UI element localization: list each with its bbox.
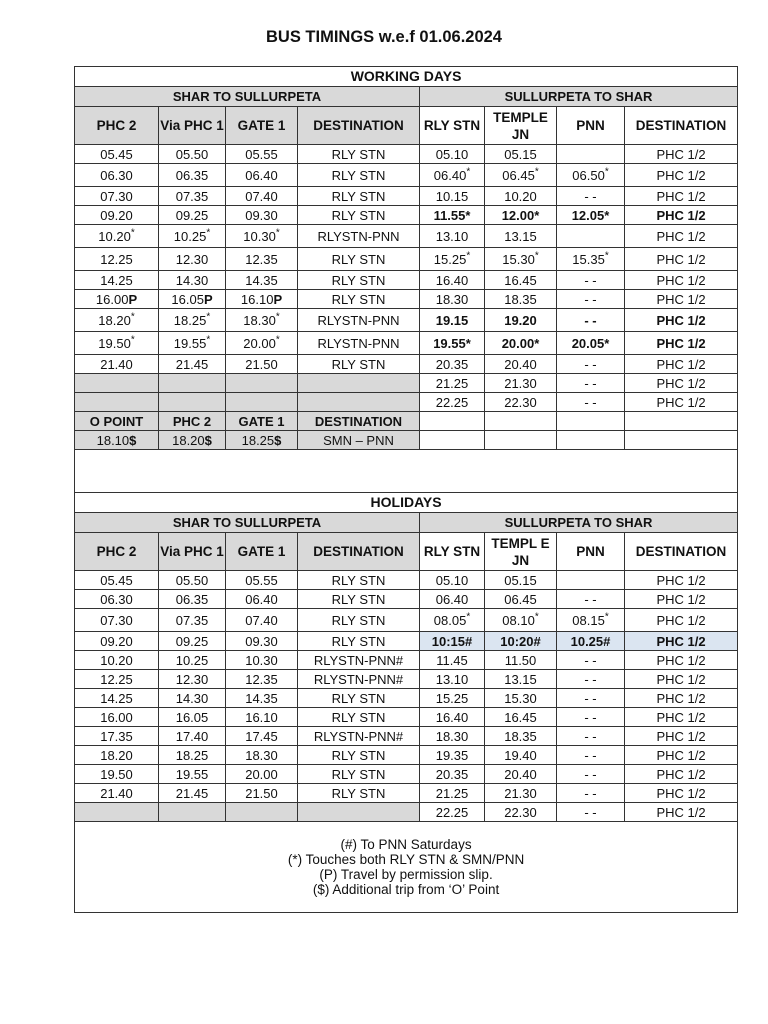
table-row <box>75 765 738 784</box>
table-cell: 18.25 <box>159 746 226 765</box>
table-cell: 18.35 <box>485 290 557 309</box>
table-cell: RLY STN <box>298 271 420 290</box>
working-right-group: SULLURPETA TO SHAR <box>420 87 738 107</box>
table-cell: 05.50 <box>159 145 226 164</box>
table-cell: 05.10 <box>420 145 485 164</box>
col-header: GATE 1 <box>226 412 298 431</box>
table-cell: 21.30 <box>485 374 557 393</box>
table-cell: 06.40* <box>420 164 485 187</box>
table-cell: 17.40 <box>159 727 226 746</box>
table-cell: RLY STN <box>298 290 420 309</box>
table-cell: 14.30 <box>159 271 226 290</box>
table-cell: 21.45 <box>159 784 226 803</box>
table-cell <box>298 374 420 393</box>
table-cell: PHC 1/2 <box>625 332 738 355</box>
table-cell: 09.20 <box>75 206 159 225</box>
table-cell: RLYSTN-PNN# <box>298 670 420 689</box>
col-header: DESTINATION <box>298 412 420 431</box>
table-cell: PHC 1/2 <box>625 590 738 609</box>
table-cell <box>159 393 226 412</box>
table-cell: RLY STN <box>298 765 420 784</box>
table-row <box>75 393 738 412</box>
table-cell: - - <box>557 765 625 784</box>
table-cell <box>226 803 298 822</box>
table-cell: 20.40 <box>485 355 557 374</box>
table-cell: 21.30 <box>485 784 557 803</box>
table-cell: RLY STN <box>298 187 420 206</box>
table-cell <box>159 374 226 393</box>
table-cell: - - <box>557 290 625 309</box>
table-cell: 19.15 <box>420 309 485 332</box>
table-row <box>75 784 738 803</box>
note-line: (*) Touches both RLY STN & SMN/PNN <box>287 852 525 867</box>
table-cell: 10.30* <box>226 225 298 248</box>
table-cell: 05.15 <box>485 571 557 590</box>
table-cell: - - <box>557 651 625 670</box>
table-cell: - - <box>557 670 625 689</box>
table-cell: 19.35 <box>420 746 485 765</box>
table-row <box>75 708 738 727</box>
table-cell: 07.35 <box>159 609 226 632</box>
table-cell: 21.25 <box>420 374 485 393</box>
note-line: (P) Travel by permission slip. <box>319 867 493 882</box>
table-cell: RLY STN <box>298 164 420 187</box>
table-cell: RLYSTN-PNN <box>298 225 420 248</box>
table-cell <box>557 571 625 590</box>
table-cell: 16.10P <box>226 290 298 309</box>
col-header: DESTINATION <box>625 533 738 571</box>
note-line: ($) Additional trip from ‘O’ Point <box>312 882 500 897</box>
table-cell: 15.30 <box>485 689 557 708</box>
table-cell: 13.15 <box>485 670 557 689</box>
table-cell: 16.10 <box>226 708 298 727</box>
table-cell: PHC 1/2 <box>625 393 738 412</box>
table-cell: - - <box>557 374 625 393</box>
table-cell: 11.45 <box>420 651 485 670</box>
table-cell: PHC 1/2 <box>625 708 738 727</box>
extra-trip-header-row <box>75 412 738 431</box>
table-row <box>75 609 738 632</box>
col-header: PNN <box>557 107 625 145</box>
working-left-group: SHAR TO SULLURPETA <box>75 87 420 107</box>
table-cell: 18.30 <box>420 727 485 746</box>
table-cell <box>159 803 226 822</box>
table-cell: 06.30 <box>75 590 159 609</box>
table-cell: 16.05P <box>159 290 226 309</box>
table-cell: 12.25 <box>75 670 159 689</box>
table-cell: 13.10 <box>420 670 485 689</box>
table-cell: 14.35 <box>226 271 298 290</box>
table-row <box>75 332 738 355</box>
column-header-row <box>75 107 738 145</box>
table-cell: 05.45 <box>75 571 159 590</box>
table-cell: 17.45 <box>226 727 298 746</box>
table-row <box>75 187 738 206</box>
col-header: O POINT <box>75 412 159 431</box>
table-row <box>75 651 738 670</box>
table-row <box>75 727 738 746</box>
table-cell: 06.40 <box>420 590 485 609</box>
table-cell: 15.35* <box>557 248 625 271</box>
table-cell: 07.40 <box>226 187 298 206</box>
spacer-row <box>75 450 738 493</box>
table-cell: RLY STN <box>298 145 420 164</box>
table-cell: 14.35 <box>226 689 298 708</box>
table-cell: PHC 1/2 <box>625 164 738 187</box>
table-cell: 11.50 <box>485 651 557 670</box>
table-cell: 11.55* <box>420 206 485 225</box>
table-cell: 10.25 <box>159 651 226 670</box>
table-row <box>75 309 738 332</box>
table-cell: 18.10$ <box>75 431 159 450</box>
table-cell: 20.40 <box>485 765 557 784</box>
table-cell: 05.10 <box>420 571 485 590</box>
table-row <box>75 248 738 271</box>
table-cell: PHC 1/2 <box>625 651 738 670</box>
table-cell: - - <box>557 355 625 374</box>
table-cell: RLY STN <box>298 248 420 271</box>
table-cell: - - <box>557 393 625 412</box>
table-cell: PHC 1/2 <box>625 609 738 632</box>
table-cell: 08.15* <box>557 609 625 632</box>
table-row <box>75 590 738 609</box>
table-cell: 06.35 <box>159 164 226 187</box>
table-cell: PHC 1/2 <box>625 206 738 225</box>
table-cell: 09.20 <box>75 632 159 651</box>
table-cell: PHC 1/2 <box>625 271 738 290</box>
column-header-row <box>75 533 738 571</box>
table-cell: 09.30 <box>226 206 298 225</box>
table-cell: 10.20* <box>75 225 159 248</box>
table-cell: 19.50 <box>75 765 159 784</box>
table-cell: 06.45* <box>485 164 557 187</box>
table-cell: PHC 1/2 <box>625 670 738 689</box>
table-cell: 22.25 <box>420 393 485 412</box>
table-row <box>75 206 738 225</box>
table-cell: 21.25 <box>420 784 485 803</box>
table-cell <box>557 225 625 248</box>
table-cell: PHC 1/2 <box>625 145 738 164</box>
table-cell: 16.40 <box>420 708 485 727</box>
table-cell: RLY STN <box>298 609 420 632</box>
table-cell: 19.55* <box>159 332 226 355</box>
group-header-row <box>75 87 738 107</box>
table-cell: 16.45 <box>485 271 557 290</box>
bus-timings-table <box>74 66 738 913</box>
col-header: DESTINATION <box>298 107 420 145</box>
table-cell: 07.35 <box>159 187 226 206</box>
table-row <box>75 689 738 708</box>
table-cell: 22.25 <box>420 803 485 822</box>
table-cell: 18.25$ <box>226 431 298 450</box>
table-cell <box>226 374 298 393</box>
table-cell: RLY STN <box>298 689 420 708</box>
table-cell: 06.40 <box>226 590 298 609</box>
table-cell: SMN – PNN <box>298 431 420 450</box>
table-cell: 07.40 <box>226 609 298 632</box>
group-header-row <box>75 513 738 533</box>
table-cell: - - <box>557 746 625 765</box>
table-cell: PHC 1/2 <box>625 248 738 271</box>
table-cell: 13.10 <box>420 225 485 248</box>
table-cell: 09.25 <box>159 206 226 225</box>
table-row <box>75 374 738 393</box>
table-row <box>75 225 738 248</box>
col-header: PNN <box>557 533 625 571</box>
table-cell: - - <box>557 727 625 746</box>
table-cell: RLYSTN-PNN <box>298 309 420 332</box>
table-cell: 19.55 <box>159 765 226 784</box>
col-header: PHC 2 <box>75 107 159 145</box>
table-cell: 20.35 <box>420 355 485 374</box>
table-cell: PHC 1/2 <box>625 632 738 651</box>
table-cell: 12.25 <box>75 248 159 271</box>
table-cell: 10.20 <box>485 187 557 206</box>
table-cell: RLY STN <box>298 590 420 609</box>
table-cell: PHC 1/2 <box>625 571 738 590</box>
table-cell: 19.40 <box>485 746 557 765</box>
table-cell: - - <box>557 187 625 206</box>
table-cell: 08.10* <box>485 609 557 632</box>
col-header: DESTINATION <box>625 107 738 145</box>
table-cell: PHC 1/2 <box>625 746 738 765</box>
table-cell: 16.00P <box>75 290 159 309</box>
table-cell: 14.25 <box>75 271 159 290</box>
table-cell: 20.00* <box>485 332 557 355</box>
table-cell: PHC 1/2 <box>625 374 738 393</box>
table-cell: 05.55 <box>226 571 298 590</box>
table-cell: PHC 1/2 <box>625 727 738 746</box>
table-cell: 21.40 <box>75 355 159 374</box>
table-cell: RLYSTN-PNN <box>298 332 420 355</box>
table-row <box>75 803 738 822</box>
table-cell: 12.35 <box>226 248 298 271</box>
section-heading-row <box>75 493 738 513</box>
table-cell: 13.15 <box>485 225 557 248</box>
table-cell: 06.40 <box>226 164 298 187</box>
col-header: TEMPL E JN <box>485 533 557 571</box>
col-header: RLY STN <box>420 533 485 571</box>
table-cell: 09.25 <box>159 632 226 651</box>
holidays-heading: HOLIDAYS <box>75 493 738 513</box>
col-header: GATE 1 <box>226 533 298 571</box>
table-cell: RLYSTN-PNN# <box>298 727 420 746</box>
table-row <box>75 145 738 164</box>
notes-row <box>75 822 738 913</box>
table-cell: 21.50 <box>226 784 298 803</box>
table-cell: 14.30 <box>159 689 226 708</box>
table-body <box>75 67 738 913</box>
table-cell: - - <box>557 309 625 332</box>
table-cell: 10.25# <box>557 632 625 651</box>
table-cell: 10.20 <box>75 651 159 670</box>
table-cell: 10.15 <box>420 187 485 206</box>
table-cell: 15.25* <box>420 248 485 271</box>
table-row <box>75 670 738 689</box>
table-cell: 22.30 <box>485 803 557 822</box>
table-cell: 05.15 <box>485 145 557 164</box>
table-row <box>75 164 738 187</box>
table-cell: 07.30 <box>75 609 159 632</box>
col-header: Via PHC 1 <box>159 533 226 571</box>
table-cell: RLY STN <box>298 355 420 374</box>
table-cell: 12.00* <box>485 206 557 225</box>
table-cell: RLY STN <box>298 746 420 765</box>
table-cell: 19.55* <box>420 332 485 355</box>
table-cell: PHC 1/2 <box>625 803 738 822</box>
table-cell: - - <box>557 271 625 290</box>
table-cell <box>298 803 420 822</box>
table-cell: 06.35 <box>159 590 226 609</box>
table-cell: 15.25 <box>420 689 485 708</box>
table-cell: 20.05* <box>557 332 625 355</box>
table-cell: - - <box>557 803 625 822</box>
table-cell: - - <box>557 689 625 708</box>
table-cell: PHC 1/2 <box>625 784 738 803</box>
table-cell: RLYSTN-PNN# <box>298 651 420 670</box>
table-cell: RLY STN <box>298 784 420 803</box>
holidays-left-group: SHAR TO SULLURPETA <box>75 513 420 533</box>
table-cell: 15.30* <box>485 248 557 271</box>
table-cell <box>75 803 159 822</box>
table-cell: 10.30 <box>226 651 298 670</box>
table-cell: 18.30 <box>226 746 298 765</box>
col-header: DESTINATION <box>298 533 420 571</box>
table-cell: 14.25 <box>75 689 159 708</box>
table-cell: 05.50 <box>159 571 226 590</box>
col-header: PHC 2 <box>159 412 226 431</box>
table-cell: 21.45 <box>159 355 226 374</box>
table-cell: 21.50 <box>226 355 298 374</box>
note-line: (#) To PNN Saturdays <box>340 837 472 852</box>
table-cell: 18.20* <box>75 309 159 332</box>
table-cell: 18.35 <box>485 727 557 746</box>
table-cell: RLY STN <box>298 708 420 727</box>
table-cell: 19.50* <box>75 332 159 355</box>
table-cell: 09.30 <box>226 632 298 651</box>
table-cell: 12.30 <box>159 248 226 271</box>
table-cell <box>557 145 625 164</box>
table-cell: 22.30 <box>485 393 557 412</box>
table-cell: 05.45 <box>75 145 159 164</box>
table-cell: 12.05* <box>557 206 625 225</box>
table-cell: 20.00 <box>226 765 298 784</box>
table-cell: 18.30* <box>226 309 298 332</box>
table-cell: 10.25* <box>159 225 226 248</box>
col-header: PHC 2 <box>75 533 159 571</box>
page-title: BUS TIMINGS w.e.f 01.06.2024 <box>266 28 502 46</box>
working-days-heading: WORKING DAYS <box>75 67 738 87</box>
table-row <box>75 271 738 290</box>
table-cell <box>75 374 159 393</box>
col-header: GATE 1 <box>226 107 298 145</box>
table-cell: 06.50* <box>557 164 625 187</box>
col-header: TEMPLE JN <box>485 107 557 145</box>
table-cell: RLY STN <box>298 206 420 225</box>
table-cell: 12.30 <box>159 670 226 689</box>
table-cell: 19.20 <box>485 309 557 332</box>
table-cell: 06.30 <box>75 164 159 187</box>
section-heading-row <box>75 67 738 87</box>
holidays-right-group: SULLURPETA TO SHAR <box>420 513 738 533</box>
table-cell: PHC 1/2 <box>625 225 738 248</box>
table-cell: 10:15# <box>420 632 485 651</box>
table-row <box>75 632 738 651</box>
table-cell: PHC 1/2 <box>625 309 738 332</box>
table-cell: PHC 1/2 <box>625 290 738 309</box>
table-cell <box>298 393 420 412</box>
table-cell: 18.20$ <box>159 431 226 450</box>
table-cell: PHC 1/2 <box>625 355 738 374</box>
table-cell: 16.45 <box>485 708 557 727</box>
table-cell: - - <box>557 784 625 803</box>
table-row <box>75 355 738 374</box>
notes-cell <box>75 822 738 913</box>
table-cell: 20.00* <box>226 332 298 355</box>
table-cell: 18.25* <box>159 309 226 332</box>
table-cell: 20.35 <box>420 765 485 784</box>
table-cell: 18.30 <box>420 290 485 309</box>
table-cell: 12.35 <box>226 670 298 689</box>
table-cell: RLY STN <box>298 632 420 651</box>
table-cell: PHC 1/2 <box>625 765 738 784</box>
table-cell: 05.55 <box>226 145 298 164</box>
table-row <box>75 571 738 590</box>
table-cell: 10:20# <box>485 632 557 651</box>
table-cell: RLY STN <box>298 571 420 590</box>
table-cell: 18.20 <box>75 746 159 765</box>
table-cell <box>226 393 298 412</box>
extra-trip-row <box>75 431 738 450</box>
table-cell: 16.40 <box>420 271 485 290</box>
table-cell: 16.05 <box>159 708 226 727</box>
table-cell: PHC 1/2 <box>625 187 738 206</box>
table-cell: 21.40 <box>75 784 159 803</box>
table-cell: 06.45 <box>485 590 557 609</box>
table-cell: - - <box>557 708 625 727</box>
table-cell: 08.05* <box>420 609 485 632</box>
table-row <box>75 746 738 765</box>
table-cell <box>75 393 159 412</box>
col-header: RLY STN <box>420 107 485 145</box>
table-cell: PHC 1/2 <box>625 689 738 708</box>
table-cell: 17.35 <box>75 727 159 746</box>
table-cell: - - <box>557 590 625 609</box>
table-cell: 07.30 <box>75 187 159 206</box>
table-cell: 16.00 <box>75 708 159 727</box>
col-header: Via PHC 1 <box>159 107 226 145</box>
table-row <box>75 290 738 309</box>
